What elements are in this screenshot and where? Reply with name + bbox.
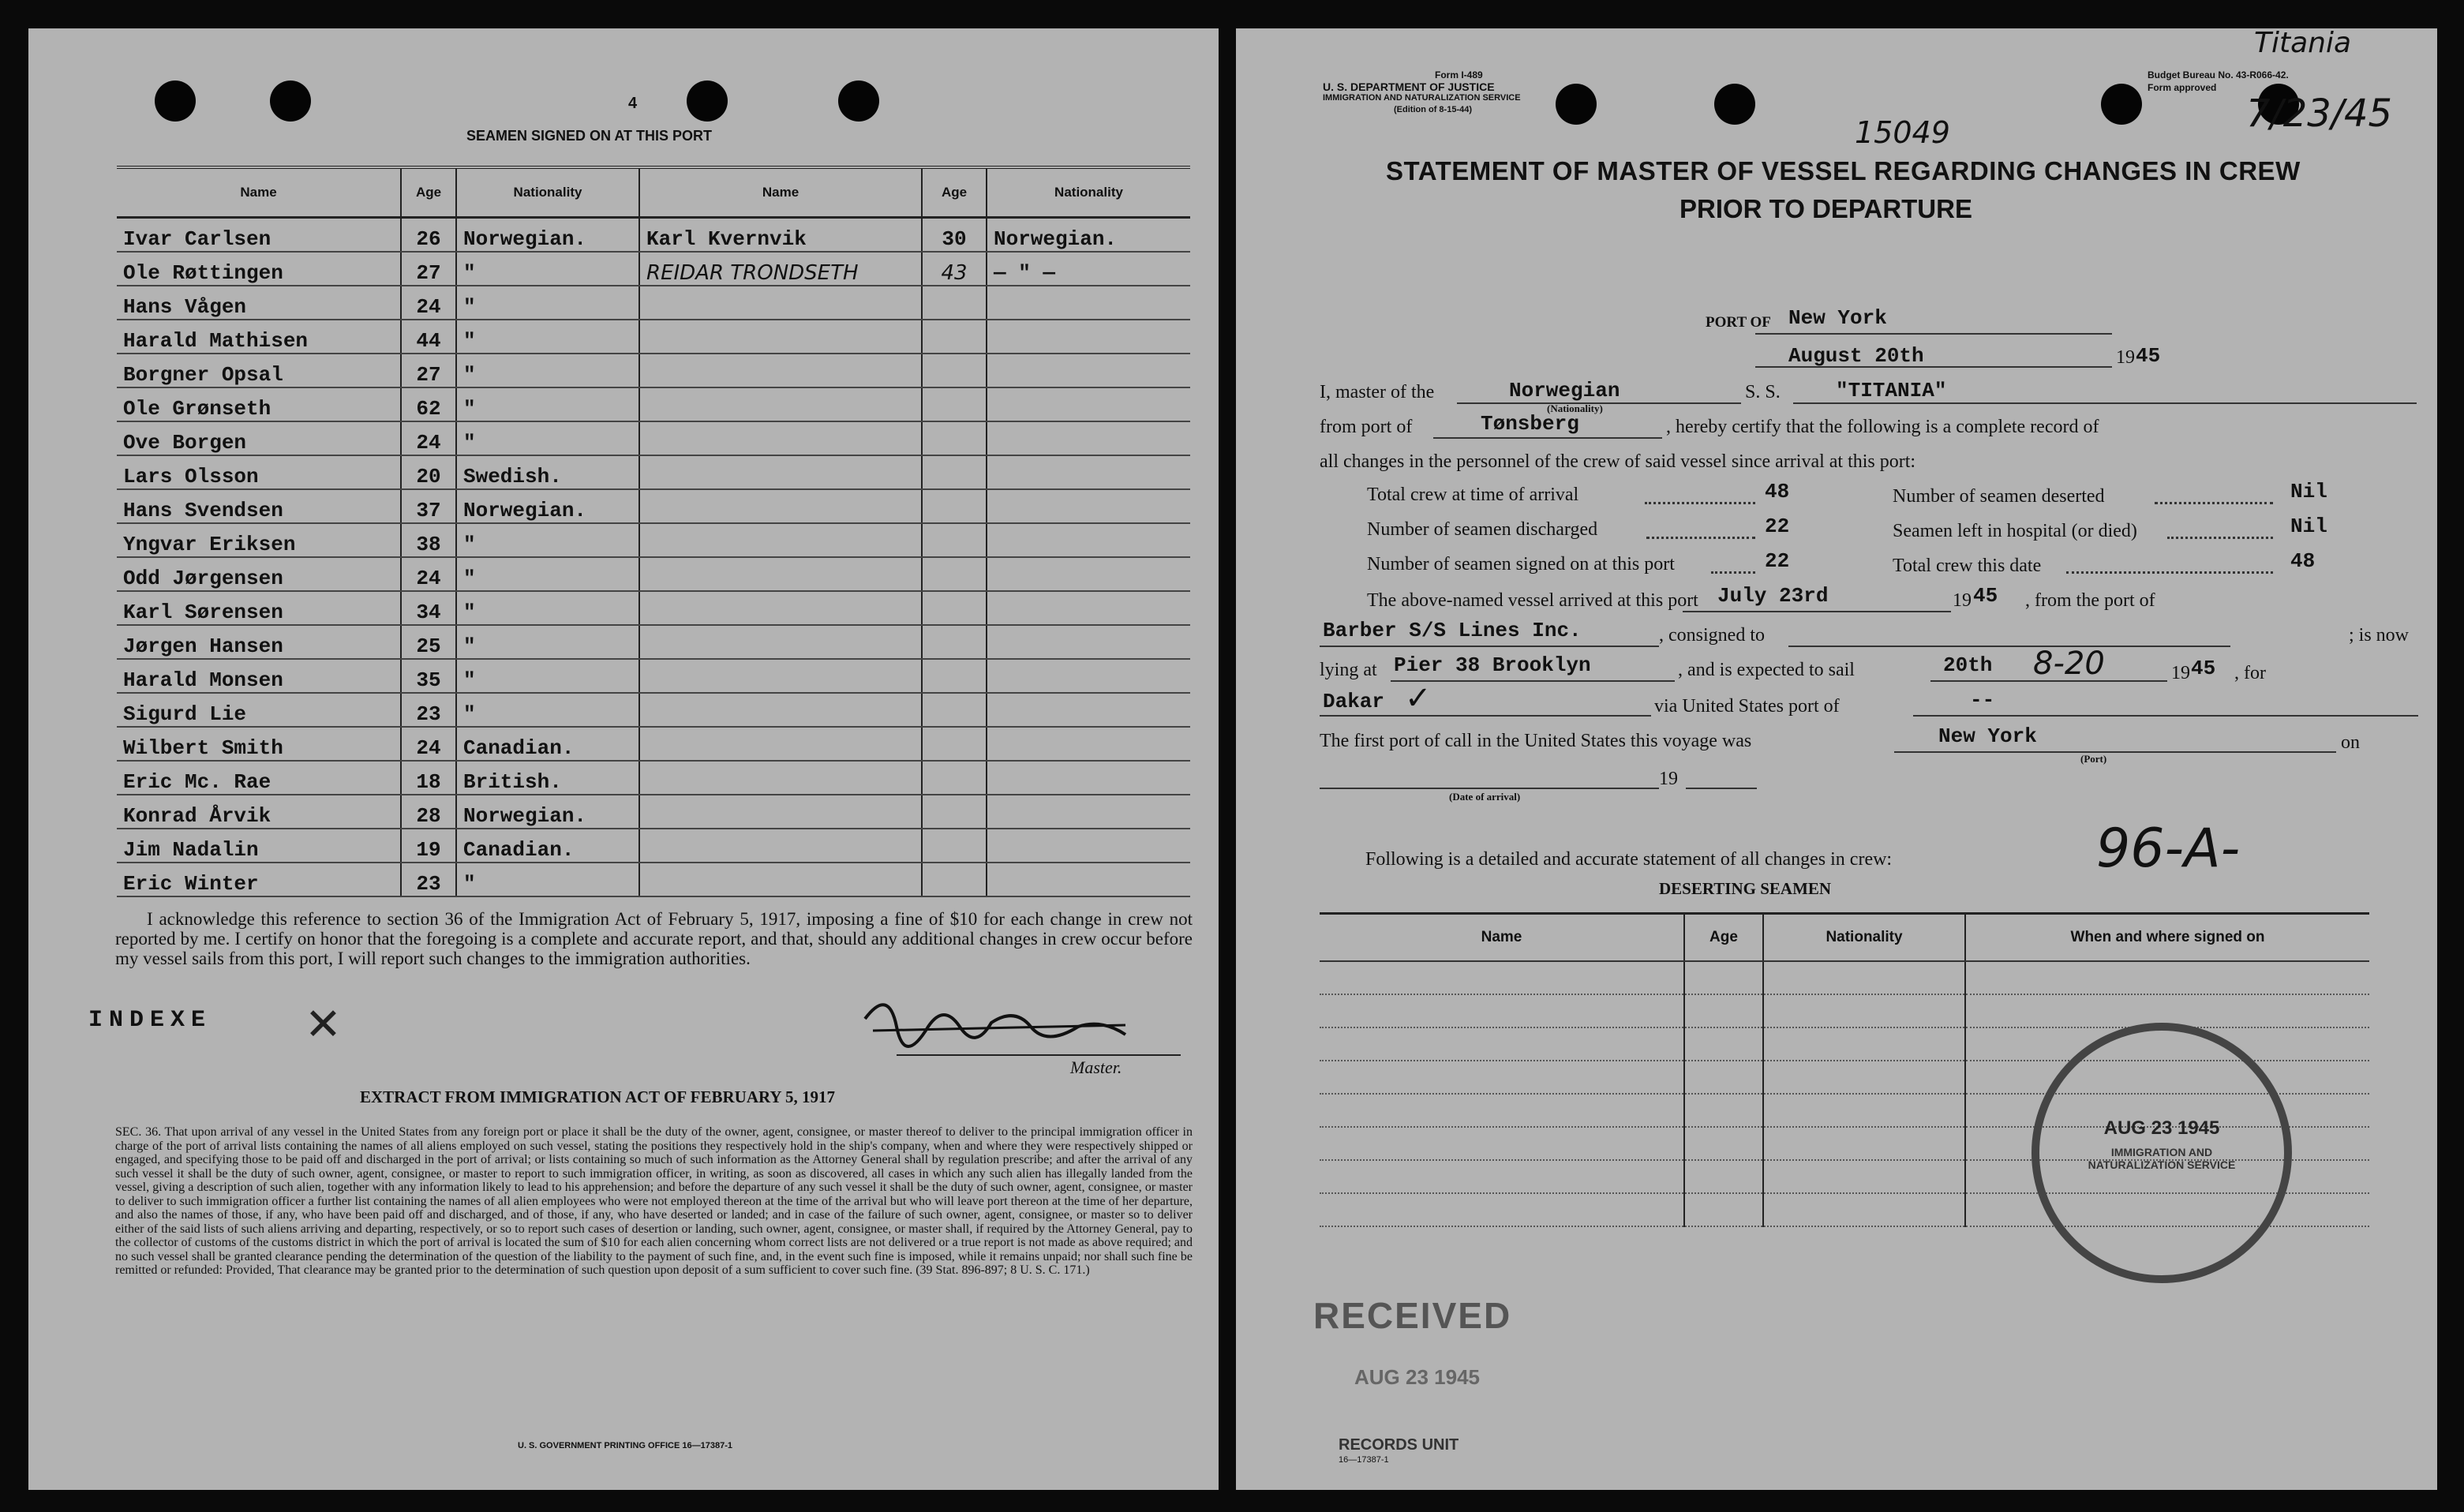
desert-col-when-where: When and where signed on	[1965, 914, 2369, 962]
all-changes-text: all changes in the personnel of the crew of said vessel since arrival at this port:	[1320, 451, 1916, 472]
seaman-age: 38	[401, 523, 456, 557]
seaman-age: 18	[401, 761, 456, 795]
table-cell	[1684, 961, 1763, 994]
table-cell	[1684, 1193, 1763, 1226]
table-cell	[1320, 1193, 1684, 1226]
edition: (Edition of 8-15-44)	[1394, 105, 1473, 114]
lying-at-value: Pier 38 Brooklyn	[1394, 653, 1591, 677]
seaman-age-2	[922, 455, 987, 489]
seaman-name: Yngvar Eriksen	[117, 523, 401, 557]
total-crew-date-label: Total crew this date	[1893, 556, 2042, 576]
seaman-nationality-2	[987, 829, 1190, 863]
sail-year-prefix: 19	[2171, 663, 2190, 683]
col-name: Name	[240, 185, 277, 200]
table-row	[117, 591, 1190, 625]
seaman-name-2	[639, 693, 922, 727]
seaman-nationality-2	[987, 387, 1190, 421]
table-cell	[1763, 1160, 1965, 1193]
check-mark: ✓	[1405, 680, 1432, 717]
table-cell	[1320, 1061, 1684, 1094]
total-crew-date-value: 48	[2290, 549, 2316, 573]
seaman-age: 24	[401, 421, 456, 455]
port-of-value: New York	[1788, 306, 1887, 330]
seaman-age: 35	[401, 659, 456, 693]
from-port-label: from port of	[1320, 417, 1413, 437]
seaman-name-2	[639, 489, 922, 523]
table-cell	[1763, 994, 1965, 1027]
via-value: --	[1970, 688, 1995, 712]
seaman-nationality: "	[456, 693, 639, 727]
seaman-name-2	[639, 829, 922, 863]
seaman-age: 27	[401, 252, 456, 286]
seaman-name-2	[639, 795, 922, 829]
table-cell	[1320, 1027, 1684, 1061]
seaman-age-2	[922, 829, 987, 863]
handwritten-date: 7/23/45	[2246, 92, 2393, 136]
extract-body: SEC. 36. That upon arrival of any vessel in the United States from any foreign port or place it shall be the duty of the owner, agent, consignee, or master thereof to deliver to the principal immigration officer in charge of the port of arrival lists containing the names of all aliens employed on such vessel, stating the positions they respectively hold in the ship's company, when and where they were respectively shipped or engaged, and specifying those to be paid off and discharged in the port of arrival; or lists containing so much of such information as the Attorney General shall by regulation prescribe; and after the arrival of any such vessel it shall be the duty of such owner, agent, consignee, or master to report to such immigration officer, in writing, as soon as discovered, all cases in which any such alien has illegally landed from the vessel, giving a description of such alien, together with any information likely to lead to his apprehension; and before the departure of any such vessel it shall be the duty of such owner, agent, consignee, or master to deliver to such immigration officer a further list containing the names of all alien employees who were not employed thereon at the time of the arrival but who will leave port thereon at the time of her departure, and also the names of those, if any, who have been paid off and discharged, and of those, if any, who have deserted or landed; and in case of the failure of such owner, agent, consignee, or master so to deliver either of the said lists of such aliens arriving and departing, respectively, or so to report such cases of desertion or landing, such owner, agent, consignee, or master shall, if required by the Attorney General, pay to the collector of customs of the customs district in which the port of arrival is located the sum of $10 for each alien concerning whom correct lists are not delivered or a true report is not made as above required; and no such vessel shall be granted clearance pending the determination of the question of the liability to the payment of such fine, and, in the event such fine is imposed, while it remains unpaid; nor shall such fine be remitted or refunded: Provided, That clearance may be granted prior to the determination of such question upon deposit of a sum sufficient to cover such fine. (39 Stat. 896-897; 8 U. S. C. 171.)	[115, 1125, 1193, 1277]
table-row	[117, 625, 1190, 659]
seaman-age-2	[922, 523, 987, 557]
total-crew-arrival: 48	[1765, 480, 1790, 503]
seaman-name-2	[639, 761, 922, 795]
first-port-line	[1894, 751, 2336, 753]
arrived-year: 45	[1973, 584, 1998, 608]
table-cell	[1684, 1127, 1763, 1160]
bottom-form-code: 16—17387-1	[1339, 1455, 1389, 1465]
seaman-name-2	[639, 863, 922, 896]
desert-col-age: Age	[1684, 914, 1763, 962]
signed-on-label: Number of seamen signed on at this port	[1367, 554, 1675, 574]
nationality-caption: (Nationality)	[1547, 402, 1603, 414]
seaman-nationality: "	[456, 557, 639, 591]
seaman-age-2	[922, 863, 987, 896]
seaman-nationality: "	[456, 421, 639, 455]
seaman-name-2	[639, 727, 922, 761]
table-cell	[1763, 1027, 1965, 1061]
seaman-name-2: REIDAR TRONDSETH	[639, 252, 922, 286]
consigned-to-label: , consigned to	[1659, 625, 1765, 646]
ship-name-line	[1793, 402, 2417, 404]
sail-date: 20th	[1943, 653, 1993, 677]
consigned-to-line	[1788, 646, 2230, 647]
right-page	[1236, 28, 2437, 1490]
dots	[1645, 502, 1755, 504]
seaman-nationality-2	[987, 591, 1190, 625]
port-of-line	[1755, 333, 2112, 335]
handwritten-ship-name: Titania	[2254, 27, 2352, 59]
deserted-value: Nil	[2290, 480, 2327, 503]
seaman-name-2	[639, 591, 922, 625]
certify-text: , hereby certify that the following is a complete record of	[1666, 417, 2099, 437]
left-page	[28, 28, 1219, 1490]
table-cell	[1763, 1193, 1965, 1226]
table-row	[117, 354, 1190, 387]
sail-year: 45	[2191, 657, 2216, 680]
seaman-nationality-2: — " —	[987, 252, 1190, 286]
desert-col-name: Name	[1320, 914, 1684, 962]
seaman-nationality-2	[987, 557, 1190, 591]
seaman-name-2	[639, 523, 922, 557]
seaman-age: 26	[401, 218, 456, 253]
table-row	[117, 252, 1190, 286]
sail-handwritten: 8-20	[2033, 646, 2105, 682]
col-name-2: Name	[639, 167, 922, 218]
arrival-date-line	[1320, 788, 1659, 789]
seaman-nationality: "	[456, 625, 639, 659]
seaman-name: Konrad Årvik	[117, 795, 401, 829]
seaman-age: 19	[401, 829, 456, 863]
for-label: , for	[2234, 663, 2266, 683]
seaman-nationality: Canadian.	[456, 829, 639, 863]
round-stamp-text: IMMIGRATION AND NATURALIZATION SERVICE	[2088, 1146, 2236, 1171]
signed-on-value: 22	[1765, 549, 1790, 573]
master-signature-line	[897, 1054, 1181, 1056]
table-row	[117, 795, 1190, 829]
table-row	[117, 693, 1190, 727]
year-value: 45	[2136, 344, 2161, 368]
acknowledgment-text: I acknowledge this reference to section 36 of the Immigration Act of February 5, 1917, imposing a fine of $10 for each change in crew not reported by me. I certify on honor that the foregoing is a complete and accurate report, and that, should any additional changes in crew occur before my vessel sails from this port, I will report such changes to the immigration authorities.	[115, 909, 1193, 968]
from-port-value: Tønsberg	[1481, 412, 1579, 436]
table-cell	[1763, 1061, 1965, 1094]
col-age: Age	[401, 167, 456, 218]
seaman-nationality-2	[987, 523, 1190, 557]
seaman-age-2	[922, 286, 987, 320]
table-cell	[1684, 994, 1763, 1027]
table-cell	[1763, 961, 1965, 994]
seaman-nationality: "	[456, 387, 639, 421]
hospital-label: Seamen left in hospital (or died)	[1893, 521, 2137, 541]
seaman-age-2	[922, 320, 987, 354]
seaman-name: Odd Jørgensen	[117, 557, 401, 591]
seaman-nationality-2	[987, 286, 1190, 320]
department: U. S. DEPARTMENT OF JUSTICE	[1323, 80, 1495, 93]
col-age-2: Age	[922, 167, 987, 218]
arrived-line	[1683, 611, 1951, 612]
seaman-nationality: Norwegian.	[456, 489, 639, 523]
lying-at-label: lying at	[1320, 660, 1377, 680]
col-nationality: Nationality	[456, 167, 639, 218]
table-cell	[1320, 1094, 1684, 1127]
seaman-nationality: British.	[456, 761, 639, 795]
desert-col-nationality: Nationality	[1763, 914, 1965, 962]
consignee-value: Barber S/S Lines Inc.	[1323, 619, 1582, 642]
dots	[2167, 537, 2273, 539]
via-line	[1913, 715, 2418, 717]
seaman-nationality: Canadian.	[456, 727, 639, 761]
seaman-nationality-2	[987, 421, 1190, 455]
seaman-nationality-2	[987, 320, 1190, 354]
table-row	[117, 387, 1190, 421]
seaman-name: Ove Borgen	[117, 421, 401, 455]
seaman-nationality-2	[987, 489, 1190, 523]
master-signature	[857, 987, 1141, 1058]
form-title-line2: PRIOR TO DEPARTURE	[1679, 194, 1972, 223]
year-prefix: 19	[2116, 347, 2135, 368]
seaman-age: 37	[401, 489, 456, 523]
col-nationality-2: Nationality	[987, 167, 1190, 218]
seaman-name-2	[639, 455, 922, 489]
form-approved: Form approved	[2148, 82, 2217, 93]
seaman-age-2	[922, 659, 987, 693]
seaman-name-2	[639, 421, 922, 455]
punch-hole	[1556, 84, 1597, 125]
seaman-age-2	[922, 795, 987, 829]
seaman-nationality-2	[987, 625, 1190, 659]
arrived-year-prefix: 19	[1953, 590, 1972, 611]
arrived-date: July 23rd	[1717, 584, 1829, 608]
seaman-name: Sigurd Lie	[117, 693, 401, 727]
seaman-name: Harald Mathisen	[117, 320, 401, 354]
punch-hole	[155, 80, 196, 122]
seaman-nationality: Swedish.	[456, 455, 639, 489]
seaman-age: 25	[401, 625, 456, 659]
seaman-name: Karl Sørensen	[117, 591, 401, 625]
table-cell	[1763, 1094, 1965, 1127]
table-row	[117, 727, 1190, 761]
extract-title: EXTRACT FROM IMMIGRATION ACT OF FEBRUARY 5, 1917	[360, 1087, 836, 1106]
table-row	[1320, 961, 2369, 994]
table-row	[117, 320, 1190, 354]
seaman-name-2	[639, 387, 922, 421]
printing-office: U. S. GOVERNMENT PRINTING OFFICE 16—17387-1	[518, 1441, 733, 1450]
seaman-name-2	[639, 625, 922, 659]
table-cell	[1320, 1160, 1684, 1193]
seaman-age-2	[922, 387, 987, 421]
table-cell	[1684, 1160, 1763, 1193]
punch-hole	[270, 80, 311, 122]
form-number: Form I-489	[1435, 69, 1483, 80]
seaman-name: Lars Olsson	[117, 455, 401, 489]
seamen-rows	[117, 218, 1190, 897]
seaman-nationality-2: Norwegian.	[987, 218, 1190, 253]
punch-hole	[838, 80, 879, 122]
seaman-name: Eric Winter	[117, 863, 401, 896]
table-row	[117, 421, 1190, 455]
table-row	[117, 286, 1190, 320]
on-label: on	[2341, 732, 2360, 753]
page-number: 4	[628, 95, 638, 112]
seaman-age: 23	[401, 863, 456, 896]
seaman-age: 34	[401, 591, 456, 625]
arrived-label: The above-named vessel arrived at this port	[1367, 590, 1698, 611]
seaman-nationality: "	[456, 286, 639, 320]
seaman-nationality: "	[456, 252, 639, 286]
seaman-age-2: 30	[922, 218, 987, 253]
seaman-name: Hans Svendsen	[117, 489, 401, 523]
seamen-signed-title: SEAMEN SIGNED ON AT THIS PORT	[466, 128, 713, 144]
first-port-value: New York	[1938, 724, 2037, 748]
seaman-age-2	[922, 625, 987, 659]
table-row	[1320, 994, 2369, 1027]
dots	[1711, 571, 1755, 574]
punch-hole	[2101, 84, 2142, 125]
table-row	[117, 489, 1190, 523]
round-date-stamp	[2031, 1023, 2292, 1283]
table-cell	[1684, 1027, 1763, 1061]
seaman-age: 44	[401, 320, 456, 354]
seaman-name: Hans Vågen	[117, 286, 401, 320]
date-of-arrival-caption: (Date of arrival)	[1449, 791, 1521, 803]
seaman-nationality: "	[456, 354, 639, 387]
lying-at-line	[1391, 680, 1675, 682]
consignee-line	[1320, 646, 1659, 647]
table-row	[117, 863, 1190, 896]
seaman-age: 24	[401, 557, 456, 591]
ss-label: S. S.	[1745, 382, 1781, 402]
date-value: August 20th	[1788, 344, 1924, 368]
table-row	[117, 218, 1190, 253]
seaman-name: Borgner Opsal	[117, 354, 401, 387]
destination-value: Dakar	[1323, 690, 1385, 713]
seaman-age-2	[922, 421, 987, 455]
is-now-label: ; is now	[2349, 625, 2410, 646]
seamen-signed-table	[117, 166, 1190, 897]
seaman-age: 20	[401, 455, 456, 489]
seaman-age: 24	[401, 727, 456, 761]
table-row	[117, 761, 1190, 795]
arrival-year-prefix: 19	[1659, 769, 1678, 789]
port-caption: (Port)	[2080, 753, 2107, 765]
seaman-age-2: 43	[922, 252, 987, 286]
seaman-nationality-2	[987, 795, 1190, 829]
seaman-nationality: "	[456, 863, 639, 896]
seaman-nationality-2	[987, 727, 1190, 761]
discharged-value: 22	[1765, 515, 1790, 538]
from-the-port-label: , from the port of	[2025, 590, 2155, 611]
seaman-name: Jørgen Hansen	[117, 625, 401, 659]
expected-label: , and is expected to sail	[1678, 660, 1855, 680]
seaman-nationality: "	[456, 320, 639, 354]
ship-name: "TITANIA"	[1836, 379, 1947, 402]
seaman-age-2	[922, 557, 987, 591]
seaman-age: 24	[401, 286, 456, 320]
master-label: Master.	[1070, 1057, 1122, 1077]
seaman-age: 23	[401, 693, 456, 727]
nationality-value: Norwegian	[1509, 379, 1620, 402]
table-cell	[1763, 1127, 1965, 1160]
table-row	[117, 829, 1190, 863]
table-row	[117, 523, 1190, 557]
master-of-label: I, master of the	[1320, 382, 1435, 402]
arrival-year-line	[1686, 788, 1757, 789]
received-stamp: RECEIVED	[1313, 1295, 1512, 1336]
service: IMMIGRATION AND NATURALIZATION SERVICE	[1323, 93, 1521, 103]
seaman-name: Harald Monsen	[117, 659, 401, 693]
seaman-nationality-2	[987, 659, 1190, 693]
table-cell	[1965, 961, 2369, 994]
table-cell	[1684, 1061, 1763, 1094]
seaman-name-2	[639, 354, 922, 387]
seaman-name-2	[639, 557, 922, 591]
seaman-age: 27	[401, 354, 456, 387]
punch-hole	[1714, 84, 1755, 125]
seaman-name: Wilbert Smith	[117, 727, 401, 761]
table-cell	[1320, 1127, 1684, 1160]
table-cell	[1684, 1094, 1763, 1127]
handwritten-initials: ✕	[305, 999, 342, 1050]
seaman-nationality-2	[987, 354, 1190, 387]
table-row	[117, 557, 1190, 591]
seaman-name-2	[639, 659, 922, 693]
from-port-line	[1433, 437, 1662, 439]
handwritten-file-number: 15049	[1855, 115, 1950, 150]
first-port-label: The first port of call in the United States this voyage was	[1320, 731, 1752, 751]
seaman-age-2	[922, 354, 987, 387]
handwritten-code: 96-A-	[2096, 818, 2241, 880]
seaman-age: 28	[401, 795, 456, 829]
seaman-name-2	[639, 320, 922, 354]
dots	[2155, 502, 2273, 504]
total-crew-arrival-label: Total crew at time of arrival	[1367, 485, 1579, 505]
deserted-label: Number of seamen deserted	[1893, 486, 2105, 507]
dots	[1646, 537, 1755, 539]
following-label: Following is a detailed and accurate statement of all changes in crew:	[1365, 849, 1893, 870]
seaman-age-2	[922, 727, 987, 761]
seaman-nationality-2	[987, 455, 1190, 489]
destination-line	[1320, 715, 1651, 717]
seaman-name-2	[639, 286, 922, 320]
index-stamp: INDEXE	[88, 1007, 212, 1034]
discharged-label: Number of seamen discharged	[1367, 519, 1598, 540]
budget-bureau: Budget Bureau No. 43-R066-42.	[2148, 69, 2289, 80]
records-unit-stamp: RECORDS UNIT	[1339, 1436, 1459, 1454]
round-stamp-date: AUG 23 1945	[2103, 1117, 2220, 1139]
deserting-title: DESERTING SEAMEN	[1659, 879, 1832, 898]
seaman-name: Ivar Carlsen	[117, 218, 401, 253]
dots	[2066, 571, 2273, 574]
seaman-age-2	[922, 761, 987, 795]
table-cell	[1320, 994, 1684, 1027]
seaman-age: 62	[401, 387, 456, 421]
seaman-nationality-2	[987, 693, 1190, 727]
seaman-nationality-2	[987, 761, 1190, 795]
seaman-nationality: Norwegian.	[456, 795, 639, 829]
punch-hole	[687, 80, 728, 122]
via-label: via United States port of	[1654, 696, 1840, 717]
form-title-line1: STATEMENT OF MASTER OF VESSEL REGARDING CHANGES IN CREW	[1386, 156, 2301, 185]
seaman-name: Jim Nadalin	[117, 829, 401, 863]
received-stamp-date: AUG 23 1945	[1354, 1365, 1480, 1389]
seaman-nationality: "	[456, 659, 639, 693]
seaman-nationality-2	[987, 863, 1190, 896]
seaman-age-2	[922, 693, 987, 727]
table-cell	[1320, 961, 1684, 994]
seaman-age-2	[922, 489, 987, 523]
seaman-age-2	[922, 591, 987, 625]
seaman-name-2: Karl Kvernvik	[639, 218, 922, 253]
seaman-nationality: Norwegian.	[456, 218, 639, 253]
seaman-name: Eric Mc. Rae	[117, 761, 401, 795]
port-of-label: PORT OF	[1706, 314, 1771, 331]
seaman-name: Ole Grønseth	[117, 387, 401, 421]
seaman-nationality: "	[456, 591, 639, 625]
seaman-name: Ole Røttingen	[117, 252, 401, 286]
table-row	[117, 455, 1190, 489]
seaman-nationality: "	[456, 523, 639, 557]
table-row	[117, 659, 1190, 693]
hospital-value: Nil	[2290, 515, 2327, 538]
